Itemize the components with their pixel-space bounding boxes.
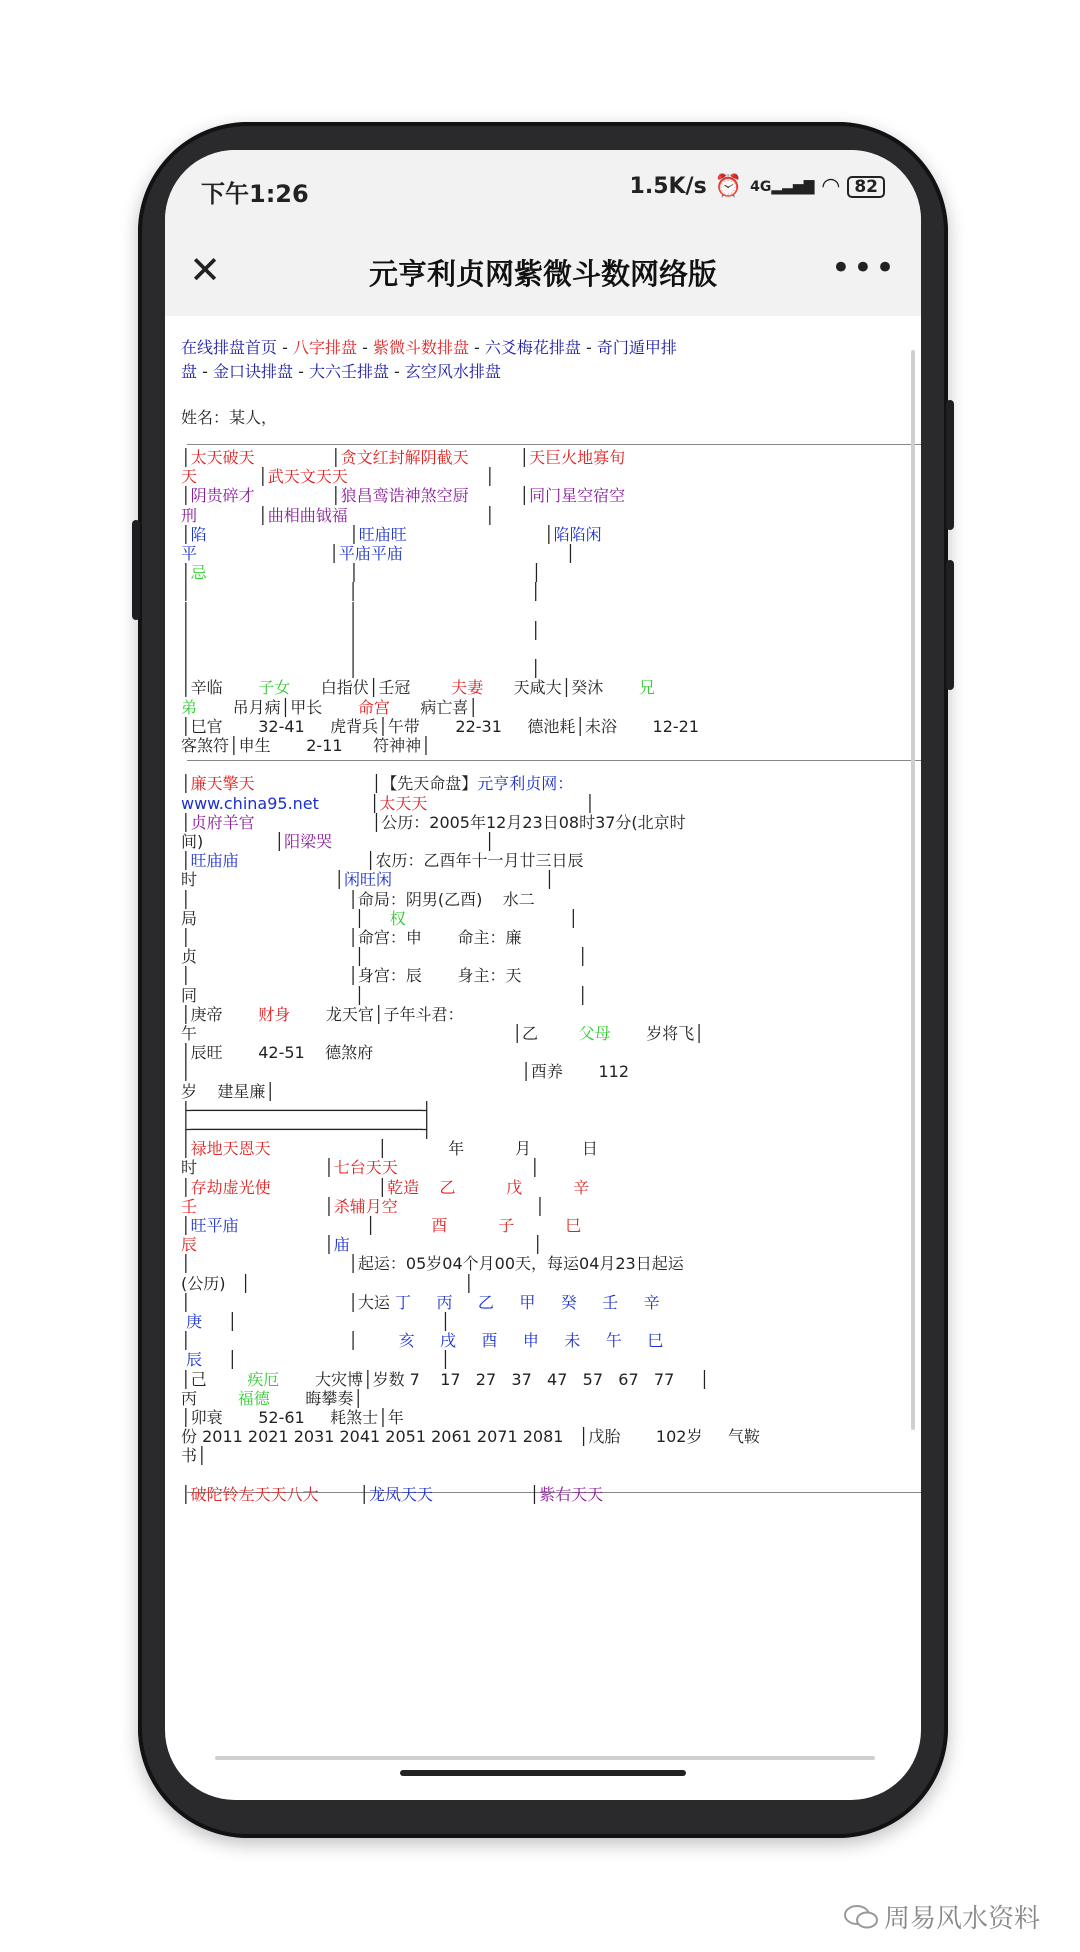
chart-text: 天咸大│癸沐 (483, 678, 639, 698)
page-title: 元亨利贞网紫微斗数网络版 (368, 257, 717, 291)
chart-text: │ │ (181, 640, 358, 659)
chart-text: 辰 (181, 1235, 198, 1255)
chart-text: ├────────────────────────┤ (181, 1100, 432, 1120)
chart-text: 局 │ (181, 908, 390, 928)
chart-line (181, 582, 540, 601)
chart-line (181, 698, 478, 717)
chart-text: 陷 (190, 524, 207, 544)
name-line: 姓名：某人， (181, 408, 278, 427)
chart-line (181, 602, 358, 621)
wechat-icon (844, 1904, 878, 1930)
link-qimen[interactable]: 奇门遁甲排 (596, 338, 677, 357)
chart-text: 壬 (181, 1196, 198, 1216)
link-jinkoujue[interactable]: 金口诀排盘 (212, 362, 293, 381)
chart-text: │ (318, 1484, 369, 1504)
chart-text: │ (468, 486, 530, 506)
chart-text: │ (181, 448, 191, 467)
side-button (946, 560, 954, 690)
chart-line (181, 1062, 629, 1081)
chart-line (181, 1120, 431, 1139)
chart-text: 岁将飞│ (610, 1024, 704, 1043)
chart-text: │ (238, 1216, 432, 1235)
link-ziwei[interactable]: 紫微斗数排盘 (372, 338, 469, 357)
chart-line (181, 947, 588, 966)
more-icon[interactable]: ••• (830, 248, 897, 288)
chart-line (181, 1139, 598, 1158)
chart-text: 贞 │ │ (181, 947, 588, 967)
chart-text: 间) │ (181, 832, 285, 851)
status-bar (165, 150, 921, 230)
chart-text: 兄 (638, 678, 655, 698)
chart-line (181, 1446, 207, 1465)
chart-text: │ (197, 467, 268, 487)
chart-text: 龙凤天天 (368, 1484, 433, 1504)
chart-line (181, 506, 495, 525)
chart-line (181, 1485, 603, 1504)
chart-line (181, 1005, 464, 1024)
chart-text: 存劫虚光使 (190, 1177, 271, 1197)
chart-text: 庙 (333, 1235, 350, 1255)
chart-text: │ (181, 563, 191, 583)
link-home[interactable]: 在线排盘首页 (181, 338, 278, 357)
chart-line (181, 1370, 709, 1389)
chart-text: │农历：乙酉年十一月廿三日辰 (238, 851, 584, 871)
chart-text: │【先天命盘】 (254, 774, 478, 794)
chart-line (181, 966, 522, 985)
chart-line (181, 1389, 363, 1408)
chart-text: │ (197, 1196, 334, 1216)
vertical-scrollbar[interactable] (911, 350, 915, 1430)
chart-text: │ (197, 544, 339, 563)
chart-line (181, 544, 575, 563)
chart-text: 时 │ (181, 1158, 334, 1178)
chart-text: 元亨利贞网： (477, 774, 574, 794)
chart-text: 忌 (190, 563, 207, 583)
signal-icon: 4G▂▃▅▇ (750, 178, 815, 195)
chart-text: │公历：2005年12月23日08时37分(北京时 (254, 812, 686, 832)
chart-text: 廉天擎天 (190, 774, 255, 794)
chart-text: │ │ (181, 1331, 399, 1351)
chart-text: 狼昌鸾诰神煞空厨 (340, 486, 469, 506)
chart-text: │ (181, 1177, 191, 1197)
chart-text: 份 2011 2021 2031 2041 2051 2061 2071 2081 │戊胎 102岁 气鞍 (181, 1427, 760, 1447)
chart-text: 午 │乙 (181, 1024, 579, 1043)
chart-text: 龙天官│子年斗君： (290, 1004, 464, 1024)
chart-text: 权 (389, 908, 406, 928)
chart-text: │ (206, 524, 359, 544)
chart-text: 平庙平庙 (338, 544, 403, 563)
chart-text: │ │ (202, 1312, 451, 1331)
chart-text: │ (254, 486, 341, 506)
phone-screen (165, 150, 921, 1800)
chart-text: │ (391, 870, 555, 890)
chart-text: │ (406, 524, 554, 544)
link-daliuren[interactable]: 大六壬排盘 (308, 362, 389, 381)
chart-text: 辰 (181, 1350, 203, 1370)
chart-text: 破陀铃左天天八大 (190, 1484, 319, 1504)
chart-line (181, 890, 535, 909)
chart-text: 旺平庙 (190, 1216, 239, 1235)
chart-text: 病亡喜│ (389, 697, 479, 717)
chart-text: 子女 (258, 678, 291, 698)
chart-text: 武天文天天 (267, 467, 348, 487)
chart-text: │ (181, 1484, 191, 1504)
chart-text: │ (181, 1139, 191, 1159)
chart-text: 岁 建星廉│ (181, 1081, 275, 1101)
chart-text: 财身 (258, 1004, 291, 1024)
chart-text: │ │身宫：辰 身主：天 (181, 966, 522, 986)
network-speed: 1.5K/s (629, 174, 707, 199)
chart-text: 吊月病│甲长 (197, 697, 358, 717)
chart-text: 白指伏│壬冠 (290, 678, 452, 698)
chart-line (181, 870, 554, 889)
watermark-text: 周易风水资料 (883, 1904, 1040, 1934)
nav-bar (165, 230, 921, 316)
chart-text: 命宫 (357, 697, 390, 717)
chart-text: 天巨火地寡旬 (529, 448, 626, 467)
chart-line (181, 1101, 431, 1120)
chart-text: 陷陷闲 (553, 524, 602, 544)
page-content (181, 336, 921, 1800)
close-icon[interactable]: ✕ (189, 248, 221, 292)
chart-text: │ (197, 505, 268, 525)
chart-text: 阴贵碎才 (190, 486, 255, 506)
wifi-icon: ◠ (822, 174, 840, 199)
chart-text: │ │ (202, 1350, 451, 1370)
chart-text: 晦攀奏│ (269, 1388, 363, 1408)
chart-text: 闲旺闲 (343, 870, 392, 890)
link-qimen-cont[interactable]: 盘 (181, 362, 198, 381)
chart-text: 丙 (181, 1388, 238, 1408)
chart-line (181, 1043, 373, 1062)
chart-text: │ │命宫：申 命主：廉 (181, 928, 522, 947)
horizontal-scrollbar[interactable] (215, 1756, 875, 1760)
chart-text: │ (270, 1177, 388, 1197)
chart-text: │ (181, 524, 191, 544)
chart-line (181, 1312, 450, 1331)
chart-text: │卯衰 52-61 耗煞士│年 (181, 1408, 404, 1427)
chart-text: │己 (181, 1369, 248, 1389)
chart-text: │ (181, 812, 191, 832)
chart-text: 庚 (181, 1312, 203, 1331)
chart-text: 平 (181, 544, 198, 563)
chart-line (181, 1427, 760, 1446)
chart-text: 弟 (181, 697, 198, 717)
chart-text: 同 │ │ (181, 985, 588, 1005)
nav-links: 在线排盘首页 - 八字排盘 - 紫微斗数排盘 - 六爻梅花排盘 - 奇门遁甲排 盘 - 金口诀排盘 - 大六壬排盘 - 玄空风水排盘 (181, 338, 677, 381)
chart-text: │ │酉养 112 (181, 1062, 629, 1082)
chart-text: │ (349, 1235, 543, 1255)
chart-line (181, 1082, 275, 1101)
chart-text: 旺庙庙 (190, 851, 239, 871)
chart-text: 大灾博│岁数 7 17 27 37 47 57 67 77 │ (279, 1369, 710, 1389)
chart-text: │ (405, 908, 579, 928)
chart-text: │ (181, 774, 191, 794)
chart-text: 贪文红封解阴截天 (340, 448, 469, 467)
chart-line (181, 909, 578, 928)
chart-text: 曲相曲钺福 (267, 505, 348, 525)
chart-text: │ (181, 1216, 191, 1235)
chart-line (181, 1408, 404, 1427)
chart-text: │辛临 (181, 678, 259, 698)
home-indicator[interactable] (400, 1770, 686, 1776)
chart-line (181, 736, 431, 755)
chart-line (181, 1293, 660, 1312)
chart-line (181, 448, 625, 467)
power-button (946, 400, 954, 530)
chart-text: ├────────────────────────┤ (181, 1120, 432, 1139)
chart-text: 疾厄 (247, 1369, 280, 1389)
chart-line (181, 1158, 540, 1177)
chart-text: │ (347, 467, 495, 487)
chart-text: │ (468, 448, 530, 467)
chart-text: 客煞符│申生 2-11 符神神│ (181, 736, 431, 755)
chart-text: 丁 丙 乙 甲 癸 壬 辛 (395, 1292, 660, 1312)
chart-line (181, 1178, 589, 1197)
chart-text: 太天天 (379, 793, 428, 813)
chart-line (181, 1235, 543, 1254)
chart-text: │ │大运 (181, 1292, 396, 1312)
chart-text: 天 (181, 467, 198, 487)
chart-text: 父母 (578, 1024, 611, 1043)
link-liuyao[interactable]: 六爻梅花排盘 (484, 338, 581, 357)
status-time: 下午1:26 (201, 180, 309, 208)
chart-text: │ │起运：05岁04个月00天，每运04月23日起运 (181, 1254, 684, 1274)
chart-text: │ │ (206, 563, 542, 583)
chart-line (181, 486, 625, 505)
chart-text: │ (397, 1196, 545, 1216)
chart-line (181, 621, 540, 640)
chart-text: 乾造 乙 戊 辛 (387, 1177, 590, 1197)
status-icons (630, 174, 885, 199)
chart-text: │ (402, 544, 576, 563)
chart-text: │ (433, 1484, 540, 1504)
chart-line (181, 794, 595, 813)
chart-text: 禄地天恩天 (190, 1139, 271, 1159)
chart-text: │辰旺 42-51 德煞府 (181, 1043, 374, 1063)
chart-text: │ │命局：阴男(乙酉) 水二 (181, 889, 535, 909)
chart-line (181, 1274, 474, 1293)
chart-line (181, 832, 494, 851)
chart-text: │ 年 月 日 (270, 1139, 598, 1159)
chart-line (181, 640, 358, 659)
chart-text: │ (181, 486, 191, 506)
chart-text: │ (254, 448, 341, 467)
chart-text: │ │ │ (181, 620, 541, 640)
chart-text: 书│ (181, 1446, 207, 1466)
chart-line (181, 774, 573, 793)
chart-text: │ │ │ (181, 659, 541, 679)
chart-text: 紫右天天 (539, 1484, 604, 1504)
chart-text: │ (347, 505, 495, 525)
chart-line (181, 717, 699, 736)
chart-line (181, 563, 541, 582)
chart-line (181, 1024, 704, 1043)
chart-text: │ (197, 1235, 334, 1255)
chart-text: www.china95.net (181, 793, 319, 813)
chart-text: 同门星空宿空 (529, 486, 626, 506)
chart-text: │ │ (181, 601, 358, 621)
chart-text: 杀辅月空 (333, 1196, 398, 1216)
chart-text: 七台天天 (333, 1158, 398, 1178)
chart-text: 旺庙旺 (358, 524, 407, 544)
chart-text: │ (427, 793, 595, 813)
table-mid-rule-1 (187, 760, 921, 761)
chart-line (181, 678, 655, 697)
chart-text: 时 │ (181, 870, 344, 890)
chart-line (181, 467, 495, 486)
chart-text: │ (332, 832, 495, 851)
chart-text: │ (397, 1158, 540, 1178)
chart-line (181, 1350, 450, 1369)
chart-line (181, 1254, 684, 1273)
chart-text: 阳梁哭 (284, 832, 333, 851)
chart-text: 夫妻 (451, 678, 484, 698)
chart-text: │巳官 32-41 虎背兵│午带 22-31 德池耗│未浴 12-21 (181, 716, 700, 736)
chart-line (181, 659, 540, 678)
chart-line (181, 928, 522, 947)
battery-icon: 82 (847, 176, 885, 198)
chart-line (181, 851, 583, 870)
chart-text: 福德 (237, 1388, 270, 1408)
alarm-icon: ⏰ (714, 174, 743, 199)
volume-button (132, 520, 140, 620)
chart-line (181, 1197, 545, 1216)
chart-text: │庚帝 (181, 1004, 259, 1024)
watermark (844, 1898, 1040, 1935)
chart-line (181, 813, 686, 832)
chart-text: 刑 (181, 505, 198, 525)
chart-text: │ (318, 793, 380, 813)
chart-text: 贞府羊官 (190, 812, 255, 832)
chart-text: 酉 子 巳 (431, 1216, 582, 1235)
chart-line (181, 1216, 581, 1235)
link-bazi[interactable]: 八字排盘 (292, 338, 357, 357)
chart-text: 亥 戌 酉 申 未 午 巳 (398, 1331, 664, 1351)
chart-text: │ │ │ (181, 582, 541, 602)
chart-text: │ (181, 851, 191, 871)
chart-line (181, 1331, 663, 1350)
chart-text: (公历) │ │ (181, 1273, 474, 1293)
link-xuankong[interactable]: 玄空风水排盘 (404, 362, 501, 381)
chart-line (181, 986, 588, 1005)
table-top-rule (187, 444, 921, 445)
chart-text: 太天破天 (190, 448, 255, 467)
chart-line (181, 525, 602, 544)
